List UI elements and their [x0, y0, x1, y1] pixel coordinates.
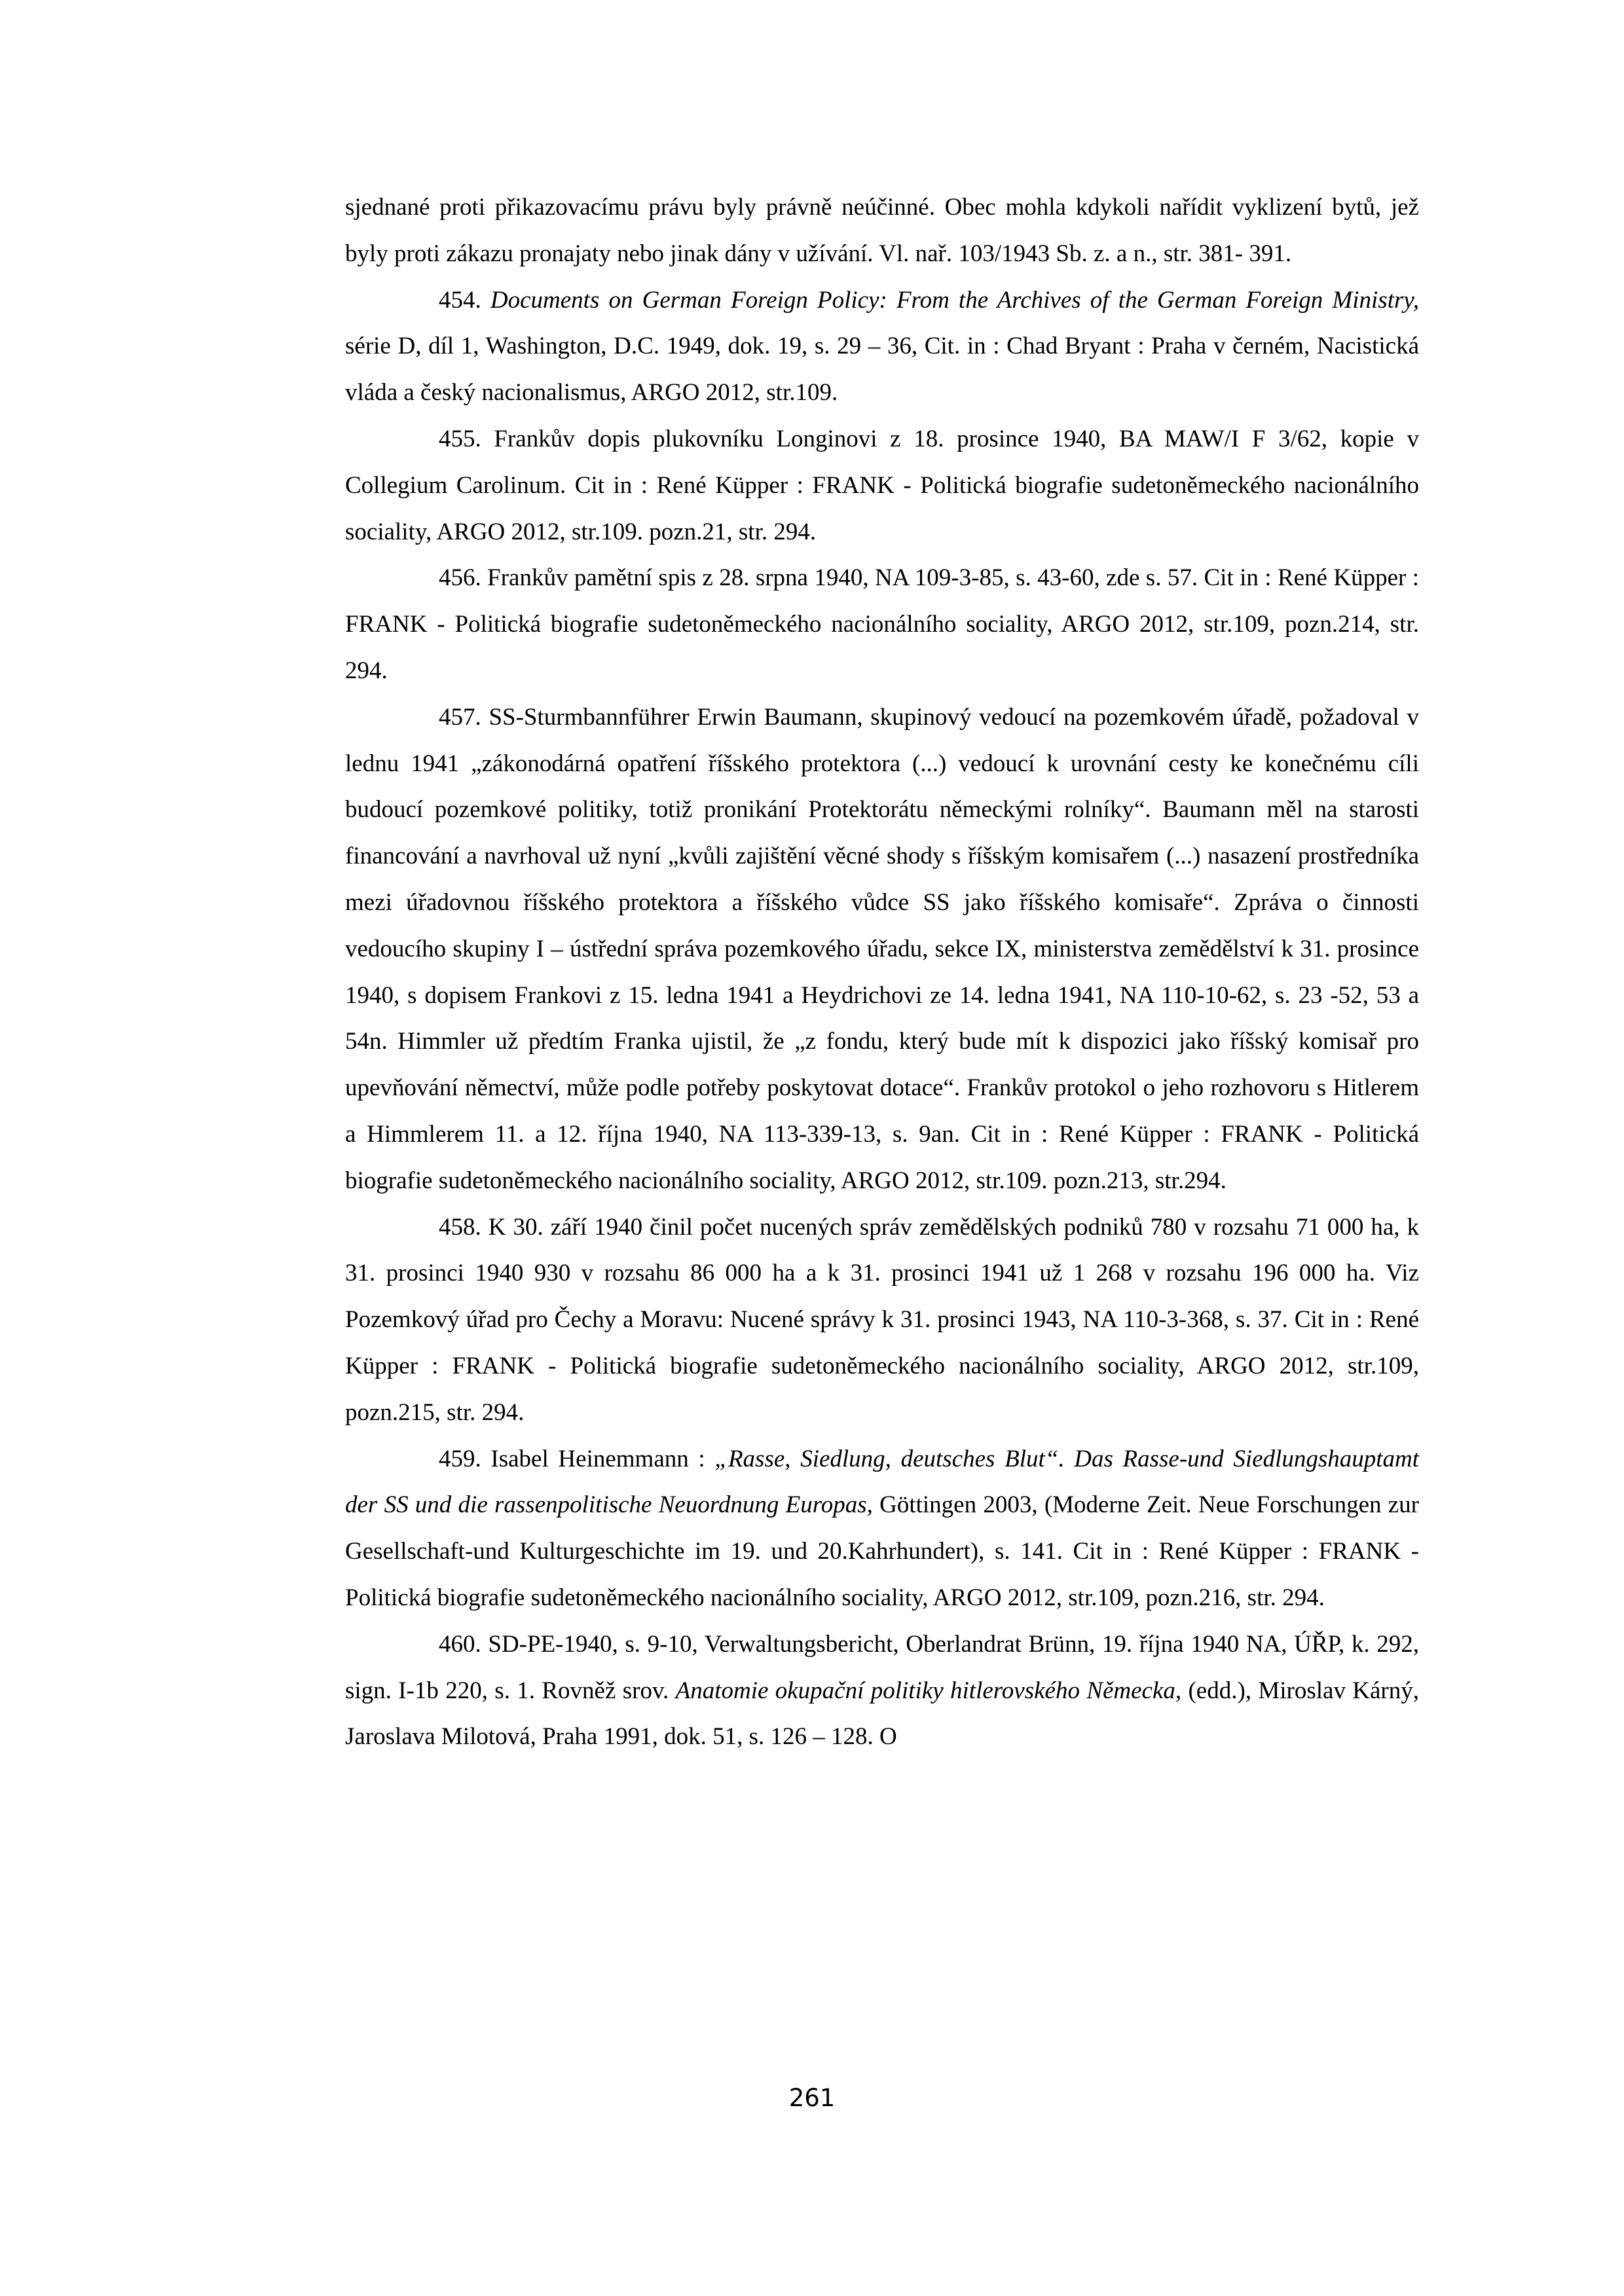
- endnote-text-segment: 454.: [439, 286, 490, 314]
- endnote-455: [345, 416, 1419, 555]
- endnote-454: [345, 278, 1419, 416]
- endnote-text-segment: 456. Frankův pamětní spis z 28. srpna 1940, NA 109-3-85, s. 43-60, zde s. 57. Cit in : René Küpper : FRANK - Politická biografie sudetoněmeckého nacionálního sociality, ARGO 2012, str.109, pozn.214, str. 294.: [345, 564, 1419, 684]
- endnote-text-segment: 455. Frankův dopis plukovníku Longinovi z 18. prosince 1940, BA MAW/I F 3/62, kopie v Collegium Carolinum. Cit in : René Küpper : FRANK - Politická biografie sudetoněmeckého nacionálního sociality, ARGO 2012, str.109. pozn.21, str. 294.: [345, 425, 1419, 545]
- endnote-italic-title: Documents on German Foreign Policy: From the Archives of the German Foreign Ministry,: [490, 286, 1420, 314]
- endnote-458: [345, 1205, 1419, 1436]
- endnote-456: [345, 555, 1419, 694]
- endnote-text-segment: 458. K 30. září 1940 činil počet nucených správ zemědělských podniků 780 v rozsahu 71 000 ha, k 31. prosinci 1940 930 v rozsahu 86 000 ha a k 31. prosinci 1941 už 1 268 v rozsahu 196 000 ha. Viz Pozemkový úřad pro Čechy a Moravu: Nucené správy k 31. prosinci 1943, NA 110-3-368, s. 37. Cit in : René Küpper : FRANK - Politická biografie sudetoněmeckého nacionálního sociality, ARGO 2012, str.109, pozn.215, str. 294.: [345, 1213, 1419, 1426]
- page-number: 261: [788, 2084, 836, 2112]
- endnote-italic-title: „Rasse, Siedlung, deutsches Blut“. Das Rasse-und Siedlungshauptamt der SS und die rassenpolitische Neuordnung Europas,: [345, 1445, 1420, 1519]
- endnote-460: [345, 1622, 1419, 1760]
- endnote-text-segment: 459. Isabel Heinemmann :: [439, 1445, 715, 1472]
- endnote-italic-title: Anatomie okupační politiky hitlerovského Německa,: [675, 1677, 1182, 1704]
- endnote-text-segment: Göttingen 2003, (Moderne Zeit. Neue Forschungen zur Gesellschaft-und Kulturgeschichte im 19. und 20.Kahrhundert), s. 141. Cit in : René Küpper : FRANK - Politická biografie sudetoněmeckého nacionálního sociality, ARGO 2012, str.109, pozn.216, str. 294.: [345, 1491, 1419, 1611]
- endnote-text-segment: 457. SS-Sturmbannführer Erwin Baumann, skupinový vedoucí na pozemkovém úřadě, požadoval v lednu 1941 „zákonodárná opatření říšského protektora (...) vedoucí k urovnání cesty ke konečnému cíli budoucí pozemkové politiky, totiž pronikání Protektorátu německými rolníky“. Baumann měl na starosti financování a navrhoval už nyní „kvůli zajištění věcné shody s říšským komisařem (...) nasazení prostředníka mezi úřadovnou říšského protektora a říšského vůdce SS jako říšského komisaře“. Zpráva o činnosti vedoucího skupiny I – ústřední správa pozemkového úřadu, sekce IX, ministerstva zemědělství k 31. prosince 1940, s dopisem Frankovi z 15. ledna 1941 a Heydrichovi ze 14. ledna 1941, NA 110-10-62, s. 23 -52, 53 a 54n. Himmler už předtím Franka ujistil, že „z fondu, který bude mít k dispozici jako říšský komisař pro upevňování němectví, může podle potřeby poskytovat dotace“. Frankův protokol o jeho rozhovoru s Hitlerem a Himmlerem 11. a 12. října 1940, NA 113-339-13, s. 9an. Cit in : René Küpper : FRANK - Politická biografie sudetoněmeckého nacionálního sociality, ARGO 2012, str.109. pozn.213, str.294.: [345, 703, 1419, 1194]
- endnote-continuation: [345, 185, 1419, 278]
- endnote-459: [345, 1436, 1419, 1622]
- endnote-text-segment: sjednané proti přikazovacímu právu byly právně neúčinné. Obec mohla kdykoli nařídit vyklizení bytů, jež byly proti zákazu pronajaty nebo jinak dány v užívání. Vl. nař. 103/1943 Sb. z. a n., str. 381- 391.: [345, 194, 1419, 267]
- endnotes-text: [345, 185, 1419, 1760]
- endnote-text-segment: série D, díl 1, Washington, D.C. 1949, dok. 19, s. 29 – 36, Cit. in : Chad Bryant : Praha v černém, Nacistická vláda a český nacionalismus, ARGO 2012, str.109.: [345, 333, 1419, 407]
- endnote-text-segment: (edd.), Miroslav Kárný, Jaroslava Milotová, Praha 1991, dok. 51, s. 126 – 128. O: [345, 1677, 1420, 1751]
- endnote-text-segment: 460. SD-PE-1940, s. 9-10, Verwaltungsbericht, Oberlandrat Brünn, 19. října 1940 NA, ÚŘP, k. 292, sign. I-1b 220, s. 1. Rovněž srov.: [345, 1630, 1419, 1704]
- endnote-457: [345, 695, 1419, 1205]
